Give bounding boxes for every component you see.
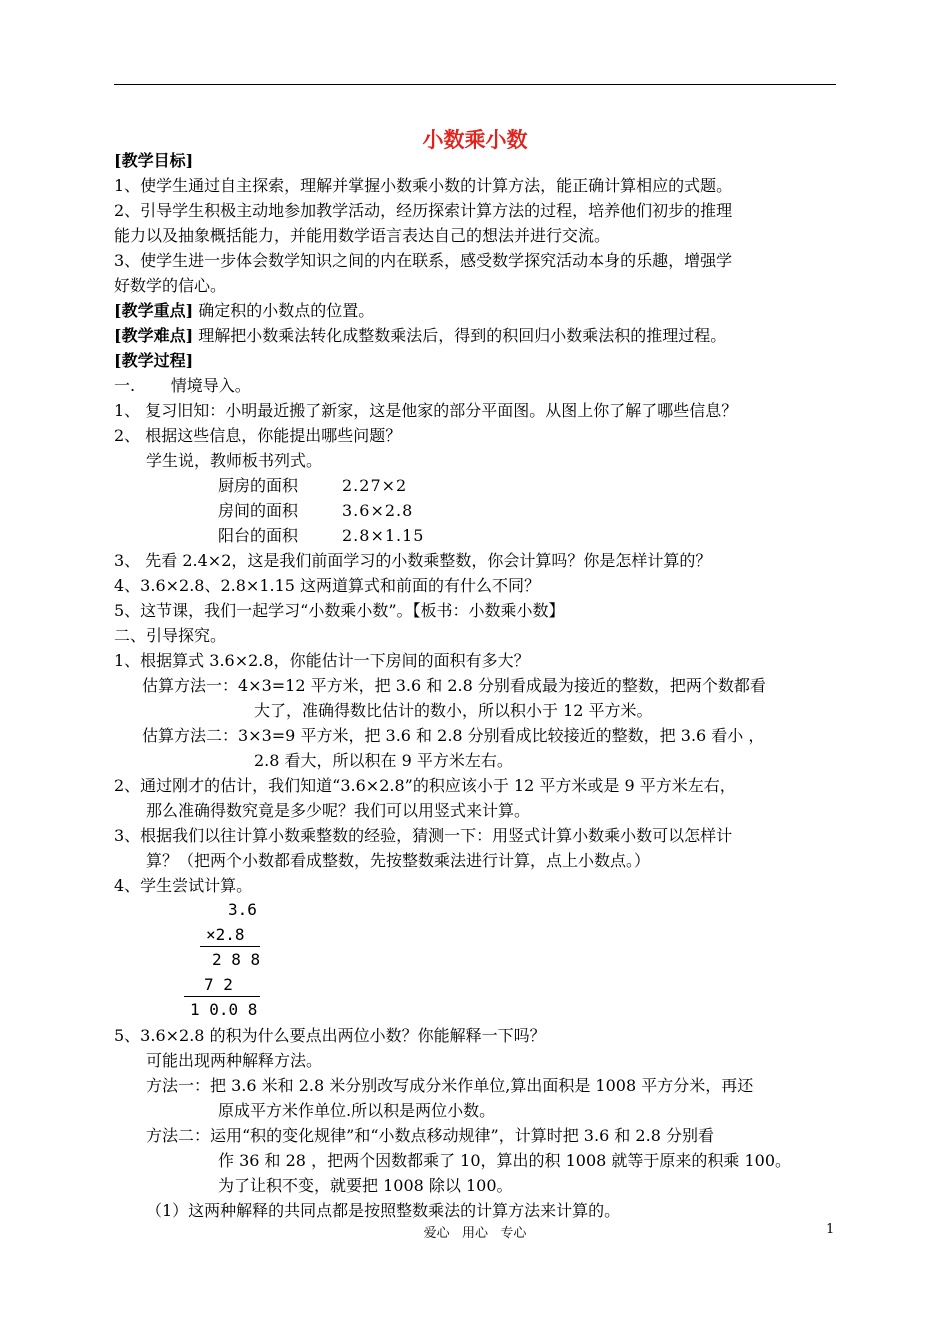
section-1-heading: 一. 情境导入。	[114, 376, 251, 395]
method-2-line-3: 为了让积不变，就要把 1008 除以 100。	[218, 1176, 513, 1195]
page-number: 1	[826, 1222, 835, 1237]
calc-rule	[200, 946, 260, 947]
room-name: 厨房的面积	[218, 476, 299, 495]
calc-multiplier: ×2.8	[206, 925, 245, 944]
room-expression: 3.6×2.8	[342, 501, 414, 520]
summary-note-1: （1）这两种解释的共同点都是按照整数乘法的计算方法来计算的。	[146, 1201, 621, 1220]
step-4: 4、3.6×2.8、2.8×1.15 这两道算式和前面的有什么不同？	[114, 576, 541, 595]
estimate-method-1-line-2: 大了，准确得数比估计的数小，所以积小于 12 平方米。	[254, 701, 653, 720]
method-2-line-1: 方法二：运用“积的变化规律”和“小数点移动规律”，计算时把 3.6 和 2.8 分别看	[146, 1126, 714, 1145]
estimate-method-2-line-1: 估算方法二：3×3=9 平方米，把 3.6 和 2.8 分别看成比较接近的整数，把 3.6 看小 ，	[142, 726, 765, 745]
room-expression: 2.8×1.15	[342, 526, 425, 545]
question-4: 4、学生尝试计算。	[114, 876, 253, 895]
footer-slogan: 爱心 用心 专心	[423, 1226, 527, 1241]
key-point	[114, 301, 374, 321]
question-3-line-1: 3、根据我们以往计算小数乘整数的经验，猜测一下：用竖式计算小数乘小数可以怎样计	[114, 826, 733, 845]
goal-3-line-2: 好数学的信心。	[114, 276, 227, 295]
calc-partial-product: 7 2	[204, 975, 233, 994]
question-5-note: 可能出现两种解释方法。	[146, 1051, 323, 1070]
process-heading: [教学过程]	[114, 351, 194, 370]
estimate-method-2-line-2: 2.8 看大，所以积在 9 平方米左右。	[254, 751, 513, 770]
key-point-text: 确定积的小数点的位置。	[198, 301, 375, 320]
question-2-line-2: 那么准确得数究竟是多少呢？我们可以用竖式来计算。	[146, 801, 531, 820]
calc-partial-product: 2 8 8	[212, 950, 261, 969]
room-name: 房间的面积	[218, 501, 299, 520]
method-1-line-2: 原成平方米作单位.所以积是两位小数。	[218, 1101, 496, 1120]
difficult-point-text: 理解把小数乘法转化成整数乘法后，得到的积回归小数乘法积的推理过程。	[198, 326, 727, 345]
step-2-note: 学生说，教师板书列式。	[146, 451, 323, 470]
goal-1: 1、使学生通过自主探索，理解并掌握小数乘小数的计算方法，能正确计算相应的式题。	[114, 176, 733, 195]
difficult-point	[114, 326, 726, 346]
question-5: 5、3.6×2.8 的积为什么要点出两位小数？你能解释一下吗？	[114, 1026, 546, 1045]
room-expression: 2.27×2	[342, 476, 408, 495]
room-name: 阳台的面积	[218, 526, 299, 545]
key-point-heading: [教学重点]	[114, 301, 194, 320]
calc-product: 1 0.0 8	[190, 1000, 258, 1019]
calc-multiplicand: 3.6	[228, 900, 257, 919]
step-2: 2、 根据这些信息，你能提出哪些问题？	[114, 426, 402, 445]
section-2-heading: 二、引导探究。	[114, 626, 227, 645]
header-rule	[114, 84, 836, 85]
difficult-point-heading: [教学难点]	[114, 326, 194, 345]
step-1: 1、 复习旧知：小明最近搬了新家，这是他家的部分平面图。从图上你了解了哪些信息？	[114, 401, 738, 420]
question-2-line-1: 2、通过刚才的估计，我们知道“3.6×2.8”的积应该小于 12 平方米或是 9 平方米左右，	[114, 776, 736, 795]
estimate-method-1-line-1: 估算方法一：4×3=12 平方米，把 3.6 和 2.8 分别看成最为接近的整数，把两个数都看	[142, 676, 766, 695]
page-title: 小数乘小数	[422, 127, 528, 152]
goal-3-line-1: 3、使学生进一步体会数学知识之间的内在联系，感受数学探究活动本身的乐趣，增强学	[114, 251, 733, 270]
step-3: 3、 先看 2.4×2，这是我们前面学习的小数乘整数，你会计算吗？你是怎样计算的？	[114, 551, 712, 570]
step-5: 5、这节课，我们一起学习“小数乘小数”。【板书：小数乘小数】	[114, 601, 565, 620]
question-3-line-2: 算？（把两个小数都看成整数，先按整数乘法进行计算，点上小数点。）	[146, 851, 651, 870]
question-1: 1、根据算式 3.6×2.8，你能估计一下房间的面积有多大？	[114, 651, 530, 670]
goals-heading: [教学目标]	[114, 151, 194, 170]
goal-2-line-1: 2、引导学生积极主动地参加教学活动，经历探索计算方法的过程，培养他们初步的推理	[114, 201, 733, 220]
calc-rule	[184, 996, 260, 997]
method-2-line-2: 作 36 和 28 ，把两个因数都乘了 10，算出的积 1008 就等于原来的积乘 100。	[218, 1151, 792, 1170]
method-1-line-1: 方法一：把 3.6 米和 2.8 米分别改写成分米作单位,算出面积是 1008 平方分米，再还	[146, 1076, 754, 1095]
goal-2-line-2: 能力以及抽象概括能力，并能用数学语言表达自己的想法并进行交流。	[114, 226, 611, 245]
